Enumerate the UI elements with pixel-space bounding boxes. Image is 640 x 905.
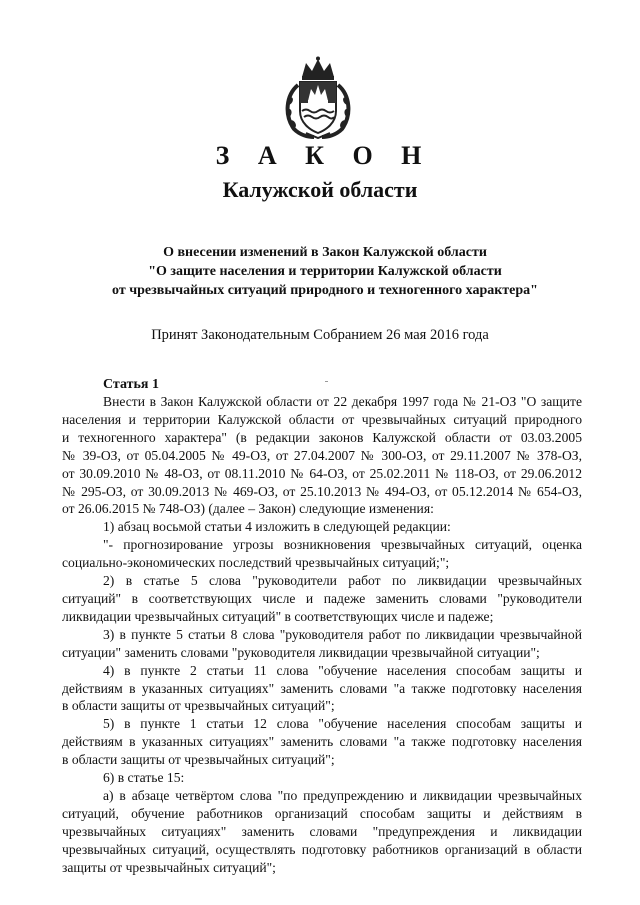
law-heading (60, 243, 590, 300)
body-line: действиям в указанных ситуациях" заменить словами "а также подготовку населения (62, 734, 582, 750)
body-line: населения и территории Калужской области от чрезвычайных ситуаций природного (62, 411, 582, 427)
body-line: № 295-ОЗ, от 30.09.2013 № 469-ОЗ, от 25.10.2013 № 494-ОЗ, от 05.12.2014 № 654-ОЗ, (62, 483, 582, 499)
body-line: 2) в статье 5 слова "руководители работ по ликвидации чрезвычайных (103, 573, 582, 589)
body-line: действиям в указанных ситуациях" заменить словами "а также подготовку населения (62, 680, 582, 696)
article-title: Статья 1 (103, 377, 159, 392)
body-line: 5) в пункте 1 статьи 12 слова "обучение населения способам защиты и (103, 716, 582, 732)
body-line: и техногенного характера" (в редакции законов Калужской области от 03.03.2005 (62, 429, 582, 445)
body-line: а) в абзаце четвёртом слова "по предупреждению и ликвидации чрезвычайных (103, 787, 582, 803)
body-line: ситуации" заменить словами "руководителя ликвидации чрезвычайной ситуации"; (62, 644, 540, 660)
body-line: 6) в статье 15: (103, 770, 185, 786)
body-line: чрезвычайных ситуациях" заменить словами "предупреждения и ликвидации (62, 823, 582, 839)
coat-of-arms-icon (280, 55, 356, 139)
scan-mark (325, 381, 328, 382)
body-line: чрезвычайных ситуаций, осуществлять подготовку работников организаций в области (62, 841, 582, 857)
region-subtitle: Калужской области (222, 177, 418, 202)
body-line: ликвидации чрезвычайных ситуаций" в соответствующих числе и падеже; (62, 608, 494, 624)
body-line: защиты от чрезвычайных ситуаций"; (62, 859, 276, 875)
body-line: от 30.09.2010 № 48-ОЗ, от 08.11.2010 № 64-ОЗ, от 25.02.2011 № 118-ОЗ, от 29.06.2012 (62, 465, 582, 481)
body-line: № 39-ОЗ, от 05.04.2005 № 49-ОЗ, от 27.04.2007 № 300-ОЗ, от 29.11.2007 № 378-ОЗ, (62, 447, 582, 463)
article-body (62, 393, 582, 876)
body-line: в области защиты от чрезвычайных ситуаций"; (62, 698, 335, 714)
body-line: 1) абзац восьмой статьи 4 изложить в следующей редакции: (103, 519, 451, 535)
body-line: "- прогнозирование угрозы возникновения чрезвычайных ситуаций, оценка (103, 537, 582, 553)
body-line: социально-экономических последствий чрезвычайных ситуаций;"; (62, 555, 450, 571)
heading-line: "О защите населения и территории Калужской области (148, 264, 502, 279)
body-line: 4) в пункте 2 статьи 11 слова "обучение населения способам защиты и (103, 662, 582, 678)
body-line: 3) в пункте 5 статьи 8 слова "руководителя работ по ликвидации чрезвычайной (103, 626, 582, 642)
body-line: Внести в Закон Калужской области от 22 декабря 1997 года № 21-ОЗ "О защите (103, 394, 582, 409)
body-line: в области защиты от чрезвычайных ситуаций"; (62, 752, 335, 768)
law-title: З А К О Н (215, 141, 433, 170)
scan-mark (195, 858, 202, 860)
adoption-note: Принят Законодательным Собранием 26 мая 2016 года (151, 327, 489, 343)
heading-line: от чрезвычайных ситуаций природного и техногенного характера" (112, 283, 538, 298)
body-line: от 26.06.2015 № 748-ОЗ) (далее – Закон) следующие изменения: (62, 501, 434, 517)
heading-line: О внесении изменений в Закон Калужской области (163, 245, 487, 260)
body-line: ситуаций, обучение работников организаций способам защиты и действиям в (62, 805, 582, 821)
body-line: ситуаций" в соответствующих числе и падеже заменить словами "руководители (62, 590, 582, 606)
